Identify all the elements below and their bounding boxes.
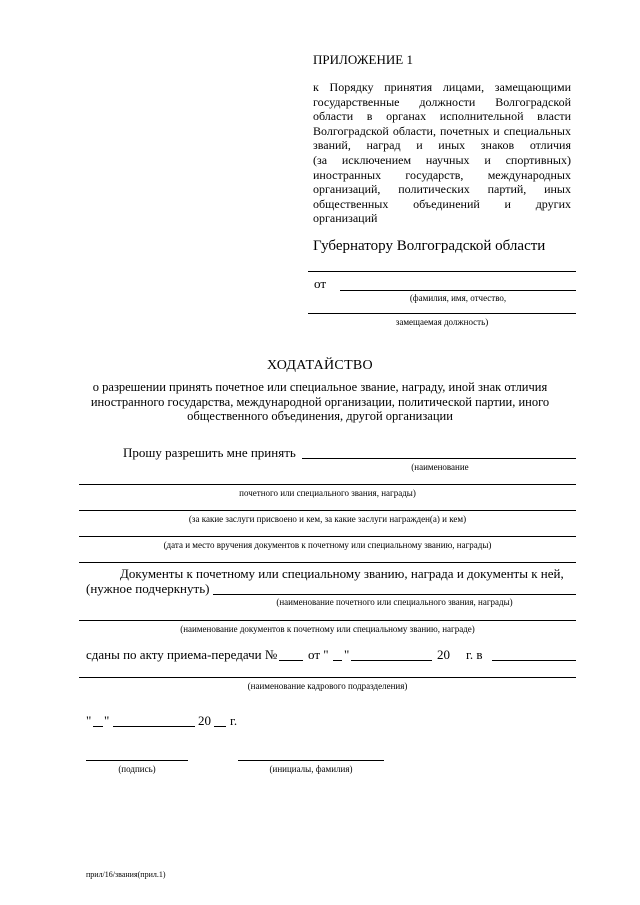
date-open-quote: "	[86, 713, 92, 728]
appendix-description	[313, 80, 571, 226]
appendix-line: (за исключением научных и спортивных)	[313, 152, 571, 167]
from-name-line	[340, 290, 576, 291]
handover-text: сданы по акту приема-передачи №	[86, 647, 278, 662]
addressee-governor: Губернатору Волгоградской области	[313, 238, 546, 254]
doc-title-line	[213, 594, 576, 595]
appendix-line: к Порядку принятия лицами, замещающими	[313, 80, 571, 94]
signature-line	[86, 760, 188, 761]
appendix-line: общественных объединений и других	[313, 196, 571, 211]
extra-line	[79, 562, 576, 563]
caption-initials: (инициалы, фамилия)	[269, 764, 353, 774]
appendix-line: области в органах исполнительной власти	[313, 109, 571, 124]
subtitle-line: о разрешении принять почетное или специальное звание, награду, иной знак отличия	[92, 380, 548, 394]
appendix-line: Волгоградской области, почетных и специальных	[313, 123, 571, 138]
from-label: от	[314, 276, 327, 291]
documents-underline-note: (нужное подчеркнуть)	[86, 581, 210, 596]
appendix-title: ПРИЛОЖЕНИЕ 1	[313, 52, 413, 67]
position-line	[308, 313, 576, 314]
date-year-line	[214, 726, 226, 727]
caption-merits: (за какие заслуги присвоено и кем, за какие заслуги награжден(а) и кем)	[188, 514, 467, 524]
appendix-line: организаций	[313, 211, 378, 226]
act-day-line	[333, 660, 342, 661]
date-place-line	[79, 536, 576, 537]
date-day-line	[93, 726, 103, 727]
caption-date-place: (дата и место вручения документов к почетному или специальному званию, награды)	[163, 540, 492, 550]
position-caption: замещаемая должность)	[395, 317, 489, 327]
handover-quote: "	[344, 647, 350, 662]
act-city-line	[492, 660, 576, 661]
caption-doc-title: (наименование почетного или специального звания, награды)	[276, 597, 513, 607]
subtitle-line: иностранного государства, международной организации, политической партии, иного	[90, 394, 550, 409]
award-title-line	[79, 484, 576, 485]
caption-name: (наименование	[411, 462, 469, 472]
appendix-line: званий, наград и иных знаков отличия	[313, 138, 571, 153]
initials-line	[238, 760, 384, 761]
from-name-caption: (фамилия, имя, отчество,	[409, 293, 507, 303]
appendix-line: государственные должности Волгоградской	[313, 94, 571, 109]
appendix-line: иностранных государств, международных	[313, 167, 571, 182]
caption-doc-names: (наименование документов к почетному или специальному званию, награде)	[180, 624, 475, 634]
date-month-line	[113, 726, 195, 727]
addressee-line	[308, 271, 576, 272]
request-name-line	[302, 458, 576, 459]
request-label: Прошу разрешить мне принять	[123, 445, 296, 460]
handover-city: г. в	[466, 647, 483, 662]
act-month-line	[351, 660, 432, 661]
handover-year: 20	[437, 647, 450, 662]
document-heading: ХОДАТАЙСТВО	[267, 358, 373, 373]
footer-code: прил/16/звания(прил.1)	[86, 870, 166, 879]
hr-line	[79, 677, 576, 678]
date-suffix: г.	[230, 713, 238, 728]
caption-hr: (наименование кадрового подразделения)	[247, 681, 408, 691]
documents-text: Документы к почетному или специальному званию, награда и документы к ней,	[120, 566, 564, 581]
date-close-quote: "	[104, 713, 110, 728]
caption-signature: (подпись)	[118, 764, 156, 774]
caption-title-award: почетного или специального звания, награды)	[239, 488, 416, 498]
merits-line	[79, 510, 576, 511]
handover-from: от "	[308, 647, 329, 662]
subtitle-line: общественного объединения, другой организации	[187, 409, 453, 423]
appendix-line: организаций, политических партий, иных	[313, 182, 571, 197]
date-year: 20	[198, 713, 211, 728]
act-number-line	[279, 660, 303, 661]
document-subtitle	[40, 380, 600, 424]
doc-names-line	[79, 620, 576, 621]
